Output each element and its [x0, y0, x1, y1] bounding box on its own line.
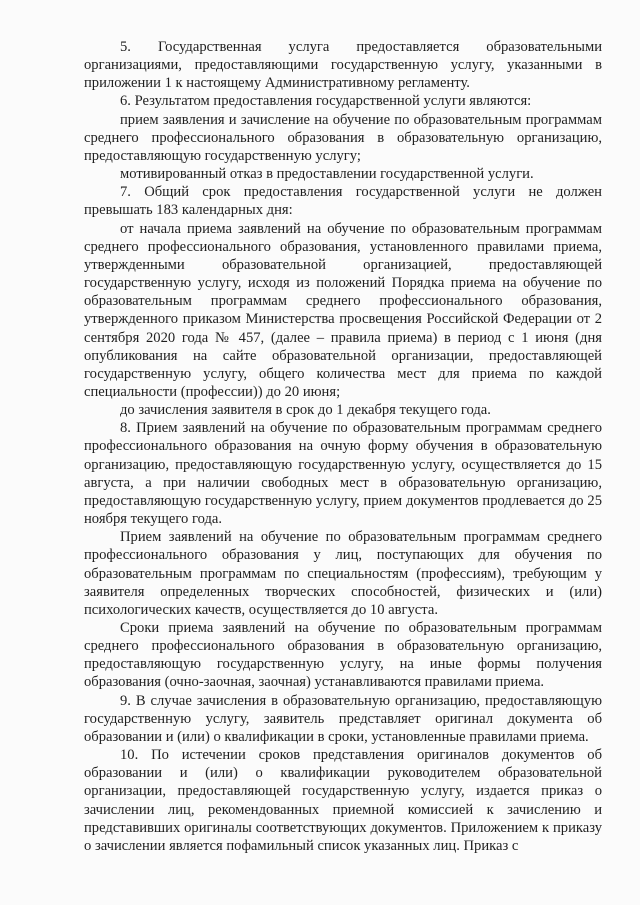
paragraph-7: 7. Общий срок предоставления государственной услуги не должен превышать 183 календарных дня:	[84, 184, 602, 219]
document-body	[84, 38, 602, 855]
paragraph-6: 6. Результатом предоставления государственной услуги являются:	[120, 93, 532, 110]
paragraph-5: 5. Государственная услуга предоставляется образовательными организациями, предоставляющими государственную услугу, указанными в приложении 1 к настоящему Административному регламенту.	[84, 39, 602, 92]
paragraph-10: 10. По истечении сроков представления оригиналов документов об образовании и (или) о квалификации руководителем образовательной организации, предоставляющей государственную услугу, издается приказ о зачислении лиц, рекомендованных приемной комиссией к зачислению и представивших оригиналы соответствующих документов. Приложением к приказу о зачислении является пофамильный список указанных лиц. Приказ с	[84, 747, 602, 854]
paragraph-8-part-3: Сроки приема заявлений на обучение по образовательным программам среднего профессионального образования в образовательную организацию, предоставляющую государственную услугу, на иные формы получения образования (очно-заочная, заочная) устанавливаются правилами приема.	[84, 620, 602, 691]
paragraph-6-item-2: мотивированный отказ в предоставлении государственной услуги.	[120, 166, 534, 183]
paragraph-8-part-2: Прием заявлений на обучение по образовательным программам среднего профессионального образования у лиц, поступающих для обучения по образовательным программам по специальностям (профессиям), требующим у заявителя определенных творческих способностей, физических и (или) психологических качеств, осуществляется до 10 августа.	[84, 529, 602, 618]
paragraph-7-item-1: от начала приема заявлений на обучение по образовательным программам среднего профессионального образования, установленного правилами приема, утвержденными образовательной организацией, предоставляющей государственную услугу, исходя из положений Порядка приема на обучение по образовательным программам среднего профессионального образования, утвержденного приказом Министерства просвещения Российской Федерации от 2 сентября 2020 года № 457, (далее – правила приема) в период с 1 июня (дня опубликования на сайте образовательной организации, предоставляющей государственную услугу, общего количества мест для приема по каждой специальности (профессии)) до 20 июня;	[84, 220, 602, 400]
paragraph-6-item-1: прием заявления и зачисление на обучение по образовательным программам среднего профессионального образования в образовательную организацию, предоставляющую государственную услугу;	[84, 111, 602, 164]
paragraph-7-item-2: до зачисления заявителя в срок до 1 декабря текущего года.	[120, 402, 491, 419]
paragraph-9: 9. В случае зачисления в образовательную организацию, предоставляющую государственную услугу, заявитель представляет оригинал документа об образовании и (или) о квалификации в сроки, установленные правилами приема.	[84, 692, 602, 745]
paragraph-8: 8. Прием заявлений на обучение по образовательным программам среднего профессионального образования на очную форму обучения в образовательную организацию, предоставляющую государственную услугу, осуществляется до 15 августа, а при наличии свободных мест в образовательную организацию, предоставляющую государственную услугу, прием документов продлевается до 25 ноября текущего года.	[84, 420, 602, 528]
